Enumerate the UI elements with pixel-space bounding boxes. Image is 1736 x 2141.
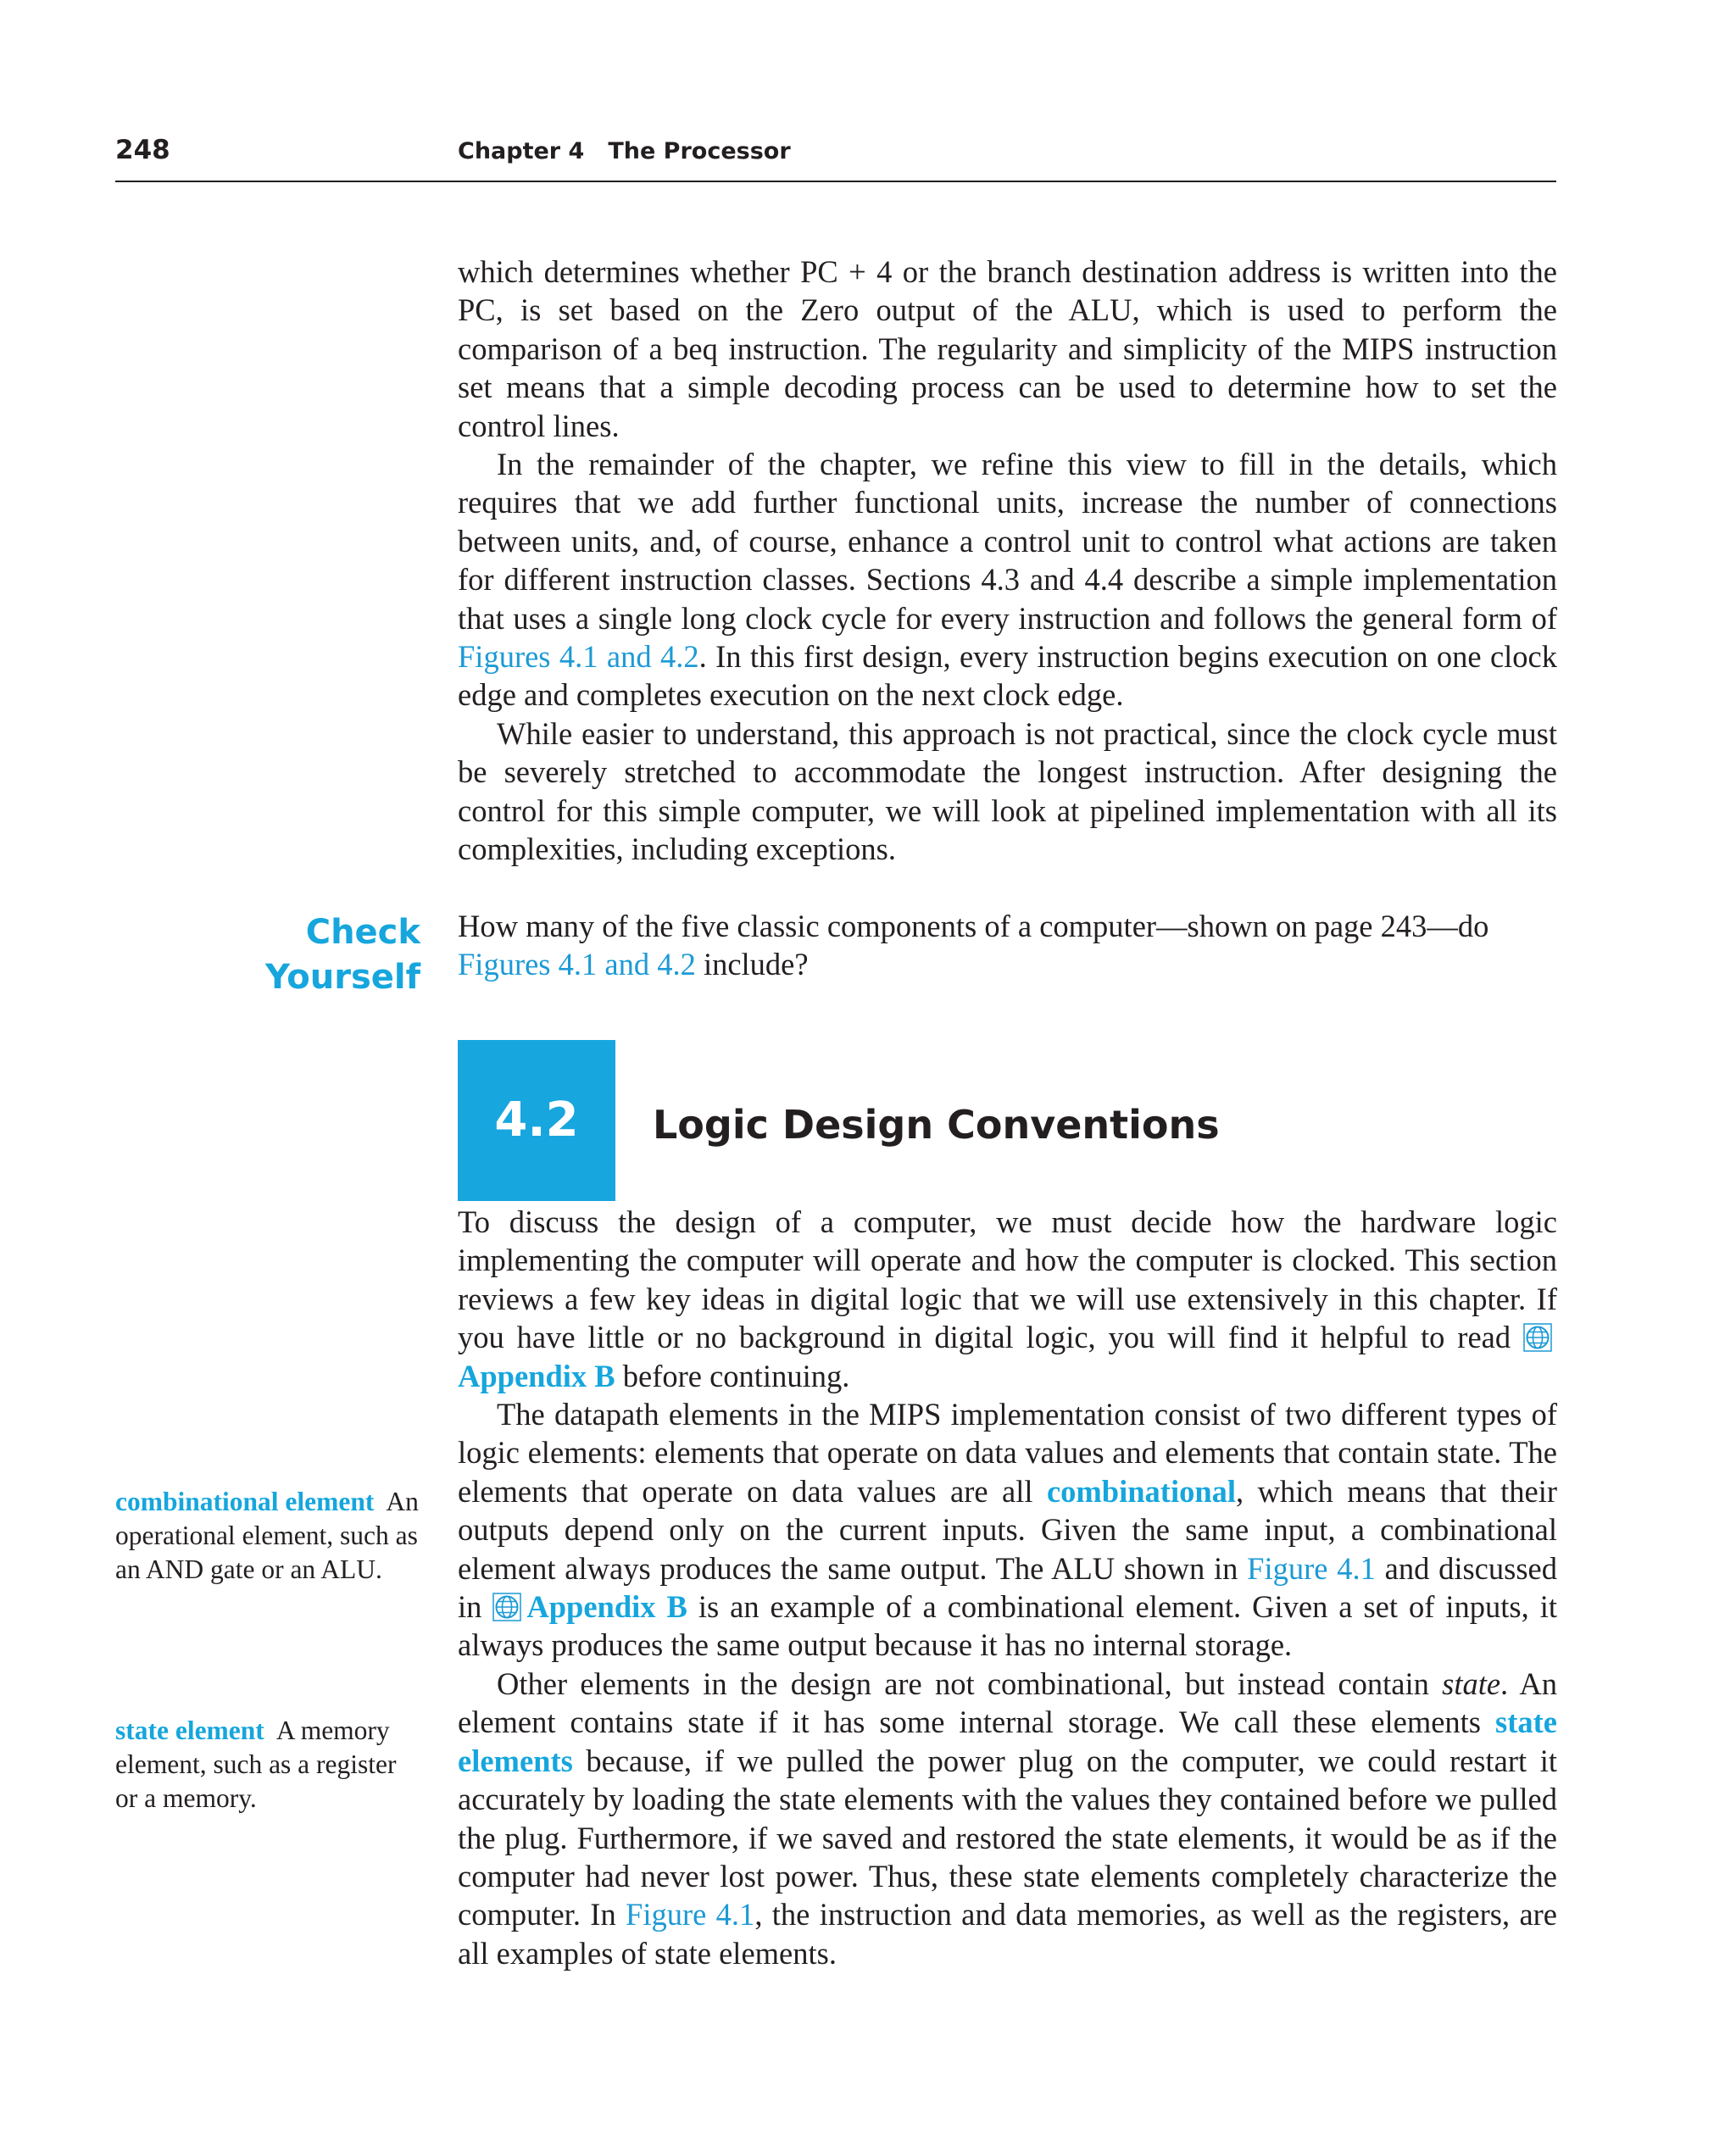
figure-link[interactable]: Figures 4.1 and 4.2: [458, 639, 699, 675]
appendix-link[interactable]: Appendix B: [526, 1589, 687, 1625]
globe-icon: [1523, 1323, 1552, 1352]
section-title: Logic Design Conventions: [653, 1102, 1220, 1148]
paragraph: which determines whether PC + 4 or the branch destination address is written into the PC, is set based on the Zero output of the ALU, which is used to perform the comparison of a beq instruction. The regularity and simplicity of the MIPS instruction set means that a simple decoding process can be used to determine how to set the control lines.: [458, 254, 1557, 443]
check-yourself-question: [458, 907, 1557, 984]
margin-note-combinational: [115, 1485, 420, 1587]
margin-note-term: combinational element: [115, 1487, 375, 1516]
page-number: 248: [115, 135, 170, 165]
section-number-box: [458, 1040, 615, 1201]
paragraph: In the remainder of the chapter, we refine this view to fill in the details, which requires that we add further functional units, increase the number of connections between units, and, of course, enhance a control unit to control what actions are taken for different instruction classes. Sections 4.3 and 4.4 describe a simple implementation that uses a single long clock cycle for every instruction and follows the general form of Figures 4.1 and 4.2. In this first design, every instruction begins execution on one clock edge and completes execution on the next clock edge.: [458, 447, 1557, 713]
emphasis: state: [1442, 1666, 1501, 1701]
figure-link[interactable]: Figure 4.1: [626, 1897, 755, 1932]
margin-note-term: state element: [115, 1716, 264, 1745]
margin-note-definition: A memory element, such as a register or a memory.: [115, 1716, 397, 1813]
chapter-label: Chapter 4: [458, 138, 585, 164]
paragraph: The datapath elements in the MIPS implementation consist of two different types of logic elements: elements that operate on data values and elements that contain state. The elements that operate on data values are all combinational, which means that their outputs depend only on the current inputs. Given the same input, a combinational element always produces the same output. The ALU shown in Figure 4.1 and discussed in Appendix B is an example of a combinational element. Given a set of inputs, it always produces the same output because it has no internal storage.: [458, 1397, 1557, 1663]
paragraph: Other elements in the design are not combinational, but instead contain state. An element contains state if it has some internal storage. We call these elements state elements because, if we pulled the power plug on the computer, we could restart it accurately by loading the state elements with the values they contained before we pulled the plug. Furthermore, if we saved and restored the state elements, it would be as if the computer had never lost power. Thus, these state elements completely characterize the computer. In Figure 4.1, the instruction and data memories, as well as the registers, are all examples of state elements.: [458, 1666, 1558, 1971]
check-yourself-heading: Check Yourself: [264, 913, 420, 997]
intro-text: [458, 253, 1557, 869]
margin-note-definition: An operational element, such as an AND gate or an ALU.: [115, 1487, 419, 1584]
running-title: [458, 138, 791, 164]
globe-icon: [492, 1593, 521, 1621]
paragraph: How many of the five classic components of a computer—shown on page 243—do Figures 4.1 and 4.2 include?: [458, 909, 1489, 982]
section-number: 4.2: [494, 1093, 579, 1148]
paragraph: To discuss the design of a computer, we must decide how the hardware logic implementing the computer will operate and how the computer is clocked. This section reviews a few key ideas in digital logic that we will use extensively in this chapter. If you have little or no background in digital logic, you will find it helpful to read Appendix B before continuing.: [458, 1204, 1557, 1393]
figure-link[interactable]: Figures 4.1 and 4.2: [458, 947, 696, 982]
header-rule: [115, 181, 1556, 182]
paragraph: While easier to understand, this approach is not practical, since the clock cycle must be severely stretched to accommodate the longest instruction. After designing the control for this simple computer, we will look at pipelined implementation with all its complexities, including exceptions.: [458, 715, 1557, 867]
margin-note-state: [115, 1714, 420, 1816]
chapter-title: The Processor: [608, 138, 791, 164]
appendix-link[interactable]: Appendix B: [458, 1358, 615, 1393]
running-header: [115, 131, 1556, 184]
figure-link[interactable]: Figure 4.1: [1247, 1550, 1376, 1586]
section-body: [458, 1203, 1557, 1972]
glossary-term: combinational: [1046, 1473, 1237, 1509]
glossary-term: state elements: [458, 1704, 1557, 1778]
